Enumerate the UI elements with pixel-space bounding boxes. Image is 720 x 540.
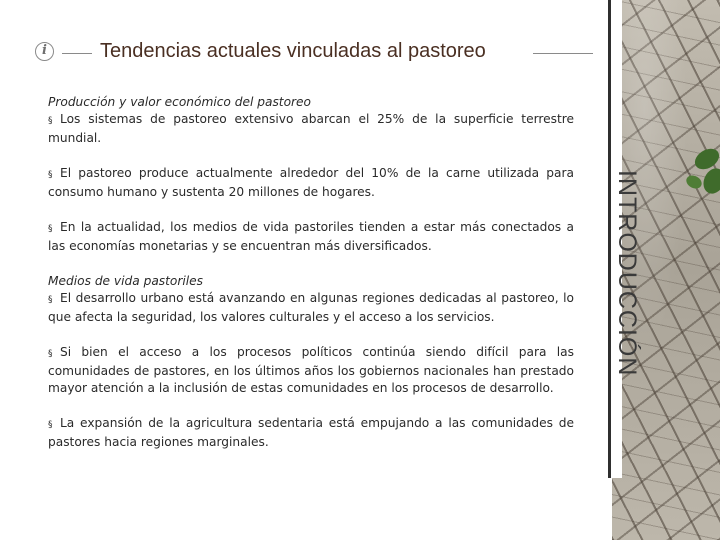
bullet-item xyxy=(48,344,574,397)
bullet-text: El pastoreo produce actualmente alrededor del 10% de la carne utilizada para consumo humano y sustenta 20 millones de hogares. xyxy=(48,166,574,199)
side-label: INTRODUCCIÓN xyxy=(613,170,641,377)
bullet-icon: § xyxy=(48,116,53,126)
bullet-item xyxy=(48,165,574,201)
section-heading: Producción y valor económico del pastoreo xyxy=(48,95,311,109)
bullet-item xyxy=(48,111,574,147)
slide-content xyxy=(48,94,574,451)
bullet-icon: § xyxy=(48,170,53,180)
bullet-text: Los sistemas de pastoreo extensivo abarcan el 25% de la superficie terrestre mundial. xyxy=(48,112,574,145)
bullet-icon: § xyxy=(48,295,53,305)
title-rule-right xyxy=(533,53,593,54)
info-icon: i xyxy=(35,42,54,61)
bullet-text: La expansión de la agricultura sedentaria está empujando a las comunidades de pastores hacia regiones marginales. xyxy=(48,416,574,449)
bullet-icon: § xyxy=(48,420,53,430)
slide-title: Tendencias actuales vinculadas al pastoreo xyxy=(100,40,486,62)
plant-leaf xyxy=(701,166,720,196)
section-heading: Medios de vida pastoriles xyxy=(48,274,204,288)
bullet-icon: § xyxy=(48,224,53,234)
bullet-item xyxy=(48,415,574,451)
title-rule-left xyxy=(62,53,92,54)
bullet-text: En la actualidad, los medios de vida pastoriles tienden a estar más conectados a las economías monetarias y se encuentran más diversificados. xyxy=(48,220,574,253)
bullet-text: El desarrollo urbano está avanzando en algunas regiones dedicadas al pastoreo, lo que afecta la seguridad, los valores culturales y el acceso a los servicios. xyxy=(48,291,574,324)
bullet-item xyxy=(48,219,574,255)
bullet-text: Si bien el acceso a los procesos políticos continúa siendo difícil para las comunidades de pastores, en los últimos años los gobiernos nacionales han prestado mayor atención a la inclusión de estas comunidades en los procesos de desarrollo. xyxy=(48,345,574,395)
plant-leaf xyxy=(684,172,704,191)
bullet-item xyxy=(48,290,574,326)
bullet-icon: § xyxy=(48,349,53,359)
